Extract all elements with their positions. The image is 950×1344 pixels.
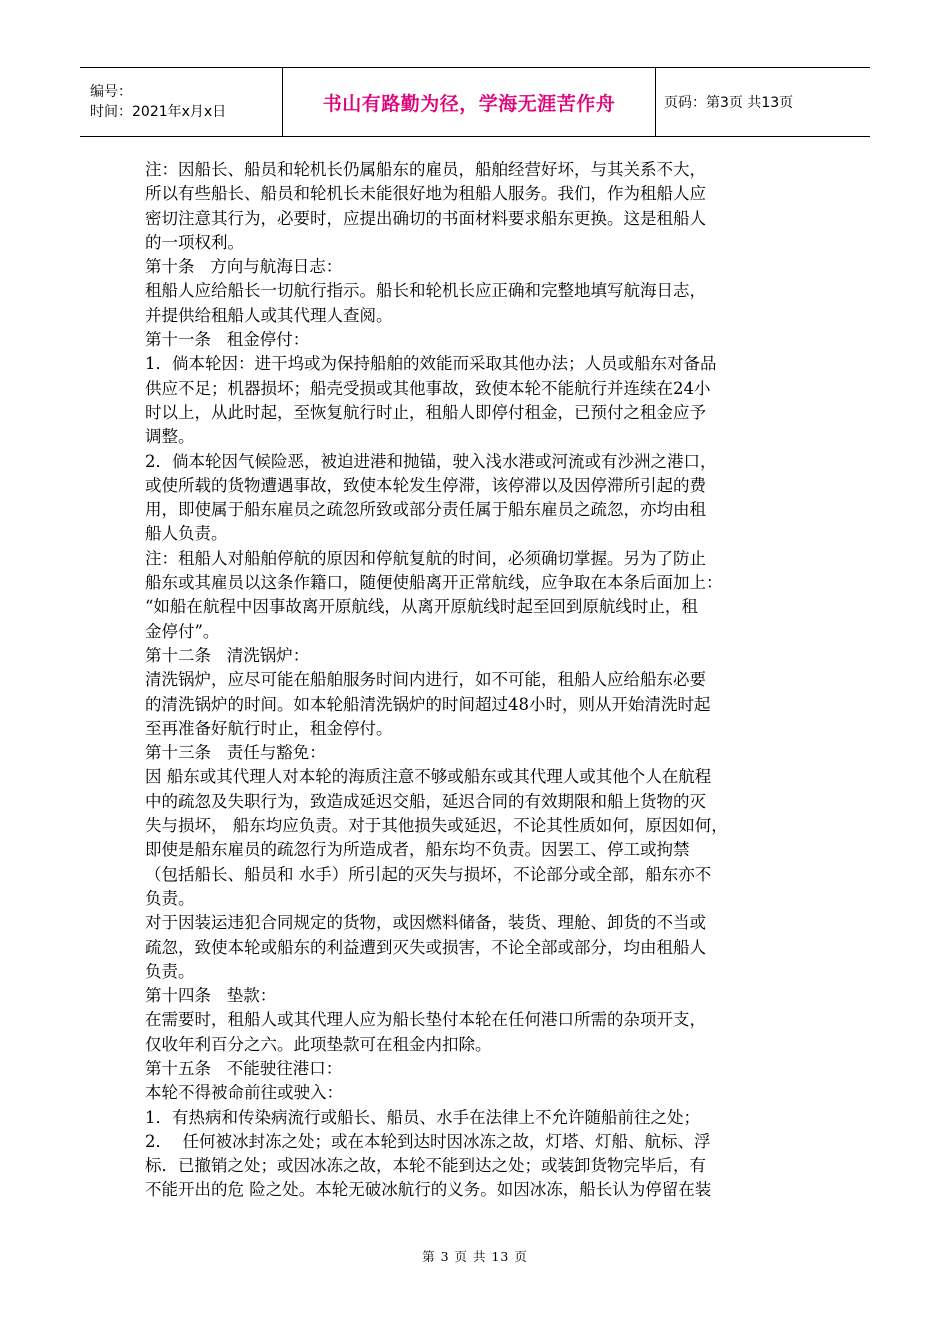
body-text-line: 船人负责。	[145, 524, 228, 544]
body-text-line: 1．倘本轮因：进干坞或为保持船舶的效能而采取其他办法；人员或船东对备品	[145, 354, 717, 374]
body-text-line: 时以上，从此时起，至恢复航行时止，租船人即停付租金，已预付之租金应予	[145, 402, 706, 422]
body-text-line: 船东或其雇员以这条作籍口，随便使船离开正常航线，应争取在本条后面加上：	[145, 573, 723, 593]
body-text-line: 对于因装运违犯合同规定的货物，或因燃料储备，装货、理舱、卸货的不当或	[145, 913, 706, 933]
body-text-line: 疏忽，致使本轮或船东的利益遭到灭失或损害，不论全部或部分，均由租船人	[145, 937, 706, 957]
body-text-line: 第十一条 租金停付：	[145, 330, 310, 350]
body-text-line: 负责。	[145, 888, 195, 908]
body-text-line: 2．倘本轮因气候险恶，被迫进港和抛锚，驶入浅水港或河流或有沙洲之港口，	[145, 451, 717, 471]
body-text-line: 中的疏忽及失职行为，致造成延迟交船，延迟合同的有效期限和船上货物的灭	[145, 791, 706, 811]
body-text-line: 的一项权利。	[145, 232, 244, 252]
body-text-line: 第十四条 垫款：	[145, 986, 277, 1006]
body-text-line: 供应不足；机器损坏；船壳受损或其他事故，致使本轮不能航行并连续在24小	[145, 378, 711, 398]
body-text-line: 1．有热病和传染病流行或船长、船员、水手在法律上不允许随船前往之处；	[145, 1107, 700, 1127]
body-text-line: 第十条 方向与航海日志：	[145, 257, 343, 277]
body-text-line: 失与损坏， 船东均应负责。对于其他损失或延迟，不论其性质如何，原因如何，	[145, 816, 728, 836]
header-page-info: 页码：第3页 共13页	[664, 95, 794, 111]
body-text-line: 用，即使属于船东雇员之疏忽所致或部分责任属于船东雇员之疏忽，亦均由租	[145, 500, 706, 520]
body-text-line: 负责。	[145, 961, 195, 981]
body-text-line: 租船人应给船长一切航行指示。船长和轮机长应正确和完整地填写航海日志，	[145, 281, 706, 301]
header-motto-cell	[283, 68, 656, 136]
body-text-line: 注：因船长、船员和轮机长仍属船东的雇员，船舶经营好坏，与其关系不大，	[145, 160, 706, 179]
body-text-line: 所以有些船长、船员和轮机长未能很好地为租船人服务。我们，作为租船人应	[145, 184, 706, 204]
header-page-cell	[656, 68, 870, 136]
body-text-line: 仅收年利百分之六。此项垫款可在租金内扣除。	[145, 1034, 492, 1054]
body-text-line: （包括船长、船员和 水手）所引起的灭失与损坏，不论部分或全部，船东亦不	[145, 864, 712, 884]
body-text-line: 第十二条 清洗锅炉：	[145, 645, 310, 665]
body-text-line: 或使所载的货物遭遇事故，致使本轮发生停滞，该停滞以及因停滞所引起的费	[145, 475, 706, 495]
body-text-line: 至再准备好航行时止，租金停付。	[145, 718, 393, 738]
body-text-line: 注：租船人对船舶停航的原因和停航复航的时间，必须确切掌握。另为了防止	[145, 548, 706, 568]
document-date-label: 时间：2021年x月x日	[90, 104, 227, 120]
body-text-line: 第十五条 不能驶往港口：	[145, 1058, 343, 1078]
header-meta	[80, 68, 283, 136]
body-text-line: 因 船东或其代理人对本轮的海质注意不够或船东或其代理人或其他个人在航程	[145, 767, 712, 787]
body-text-line: 本轮不得被命前往或驶入：	[145, 1083, 343, 1103]
body-text-line: 并提供给租船人或其代理人查阅。	[145, 305, 393, 325]
document-body	[145, 158, 825, 1203]
page-footer: 第 3 页 共 13 页	[422, 1249, 528, 1264]
body-text-line: 密切注意其行为，必要时，应提出确切的书面材料要求船东更换。这是租船人	[145, 208, 706, 228]
body-text-line: 在需要时，租船人或其代理人应为船长垫付本轮在任何港口所需的杂项开支，	[145, 1010, 706, 1030]
header-motto: 书山有路勤为径，学海无涯苦作舟	[322, 92, 616, 115]
body-text-line: 调整。	[145, 427, 195, 447]
body-text-line: 清洗锅炉，应尽可能在船舶服务时间内进行，如不可能，租船人应给船东必要	[145, 670, 706, 690]
body-text-line: 2． 任何被冰封冻之处；或在本轮到达时因冰冻之故，灯塔、灯船、航标、浮	[145, 1131, 711, 1151]
body-text-line: 第十三条 责任与豁免：	[145, 743, 326, 763]
body-text-line: 金停付”。	[145, 621, 220, 641]
body-text-line: “如船在航程中因事故离开原航线，从离开原航线时起至回到原航线时止，租	[145, 597, 698, 617]
body-text-line: 即使是船东雇员的疏忽行为所造成者，船东均不负责。因罢工、停工或拘禁	[145, 840, 690, 860]
body-text-line: 标．已撤销之处；或因冰冻之故，本轮不能到达之处；或装卸货物完毕后，有	[145, 1156, 706, 1176]
page-header	[80, 67, 870, 137]
body-text-line: 的清洗锅炉的时间。如本轮船清洗锅炉的时间超过48小时，则从开始清洗时起	[145, 694, 711, 714]
document-number-label: 编号：	[90, 84, 132, 100]
body-text-line: 不能开出的危 险之处。本轮无破冰航行的义务。如因冰冻，船长认为停留在装	[145, 1180, 712, 1200]
